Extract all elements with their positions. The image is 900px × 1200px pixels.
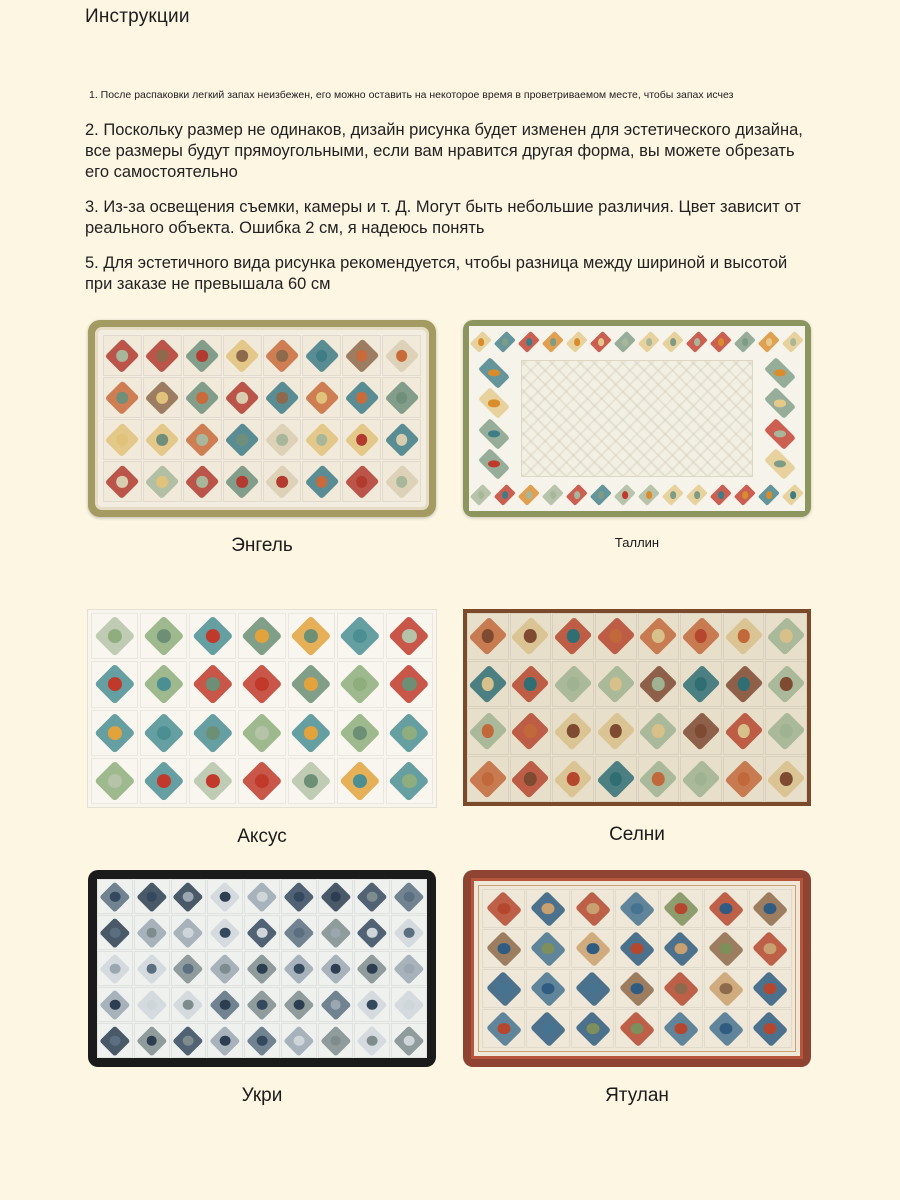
pattern-tile [749, 929, 792, 968]
pattern-tile [281, 987, 317, 1022]
pattern-tile [183, 461, 222, 502]
pattern-tile [171, 951, 207, 986]
pattern-tile [613, 326, 637, 358]
pattern-tile [354, 915, 390, 950]
pattern-tile [382, 377, 421, 418]
pattern-tile [723, 613, 765, 660]
pattern-tile [469, 449, 519, 479]
pattern-tile [103, 461, 142, 502]
pattern-tile [97, 987, 133, 1022]
pattern-tile [615, 1009, 658, 1048]
pattern-tile [723, 661, 765, 708]
product-card-tallin[interactable] [462, 320, 812, 557]
instruction-item-5: 5. Для эстетичного вида рисунка рекомендуется, чтобы разница между шириной и высотой при заказе не превышала 60 см [85, 254, 788, 293]
pattern-tile [263, 461, 302, 502]
pattern-tile [709, 479, 733, 511]
product-label-tallin: Таллин [614, 535, 660, 550]
pattern-tile [281, 951, 317, 986]
pattern-tile [97, 951, 133, 986]
pattern-tile [318, 1023, 354, 1058]
pattern-tile [337, 758, 384, 804]
pattern-tile [302, 419, 341, 460]
pattern-tile [288, 613, 335, 659]
pattern-tile [223, 377, 262, 418]
pattern-tile [660, 1009, 703, 1048]
pattern-tile [103, 419, 142, 460]
pattern-tile [680, 756, 722, 803]
pattern-tile [571, 929, 614, 968]
pattern-tile [140, 758, 187, 804]
pattern-tile [541, 326, 565, 358]
pattern-tile [467, 708, 509, 755]
pattern-tile [469, 358, 519, 388]
pattern-tile [391, 951, 427, 986]
pattern-tile [526, 929, 569, 968]
pattern-tile [589, 326, 613, 358]
pattern-tile [263, 419, 302, 460]
pattern-tile [615, 889, 658, 928]
pattern-tile [382, 419, 421, 460]
pattern-tile [391, 987, 427, 1022]
pattern-tile [143, 335, 182, 376]
pattern-tile [183, 419, 222, 460]
pattern-border-band [469, 326, 805, 358]
pattern-tile [493, 326, 517, 358]
pattern-tile [638, 613, 680, 660]
pattern-tile [704, 969, 747, 1008]
pattern-tile [661, 326, 685, 358]
pattern-tile [391, 915, 427, 950]
pattern-tile [97, 915, 133, 950]
product-row-1 [0, 320, 900, 557]
pattern-tile [482, 929, 525, 968]
instruction-item-1: 1. После распаковки легкий запах неизбежен, его можно оставить на некоторое время в проветриваемом месте, чтобы запах исчез [89, 89, 734, 101]
product-image-aksus [87, 609, 437, 808]
product-label-ukri: Укри [241, 1085, 283, 1106]
pattern-tile [685, 479, 709, 511]
pattern-tile [288, 661, 335, 707]
pattern-tile [757, 479, 781, 511]
pattern-tile [704, 929, 747, 968]
pattern-tile [382, 461, 421, 502]
product-card-engel[interactable] [87, 320, 437, 557]
pattern-tile [103, 377, 142, 418]
pattern-tile [541, 479, 565, 511]
pattern-border-band [469, 358, 519, 479]
pattern-tile [143, 419, 182, 460]
pattern-tile [749, 889, 792, 928]
pattern-tile [749, 969, 792, 1008]
pattern-tile [595, 708, 637, 755]
pattern-tile [595, 661, 637, 708]
product-label-yatulan: Ятулан [605, 1085, 669, 1106]
product-image-ukri [88, 870, 436, 1067]
pattern-tile [134, 951, 170, 986]
pattern-tile [238, 613, 285, 659]
pattern-tile [337, 661, 384, 707]
pattern-tile [755, 449, 805, 479]
pattern-tile [723, 708, 765, 755]
pattern-tile [517, 326, 541, 358]
pattern-tile [680, 708, 722, 755]
pattern-tile [171, 987, 207, 1022]
pattern-tile [143, 377, 182, 418]
pattern-tile [765, 613, 807, 660]
pattern-tile [704, 889, 747, 928]
pattern-tile [97, 1023, 133, 1058]
product-image-selni [463, 609, 811, 806]
pattern-tile [288, 710, 335, 756]
pattern-tile [685, 326, 709, 358]
pattern-tile [140, 661, 187, 707]
pattern-tile [244, 879, 280, 914]
pattern-tile [223, 461, 262, 502]
pattern-tile [342, 335, 381, 376]
pattern-tile [318, 915, 354, 950]
pattern-tile [765, 756, 807, 803]
pattern-tile [263, 335, 302, 376]
pattern-tile [382, 335, 421, 376]
pattern-tile [704, 1009, 747, 1048]
pattern-tile [386, 758, 433, 804]
pattern-tile [189, 710, 236, 756]
page-title: Инструкции [85, 6, 190, 27]
pattern-tile [207, 987, 243, 1022]
pattern-tile [723, 756, 765, 803]
pattern-tile [134, 987, 170, 1022]
pattern-tile [510, 756, 552, 803]
pattern-tile [386, 661, 433, 707]
pattern-tile [482, 889, 525, 928]
pattern-tile [552, 661, 594, 708]
product-card-yatulan[interactable] [462, 870, 812, 1107]
pattern-tile [244, 951, 280, 986]
pattern-tile [207, 915, 243, 950]
pattern-tile [238, 710, 285, 756]
pattern-tile [318, 987, 354, 1022]
pattern-tile [386, 613, 433, 659]
pattern-tile [733, 479, 757, 511]
product-card-aksus[interactable] [87, 609, 437, 848]
pattern-tile [183, 377, 222, 418]
pattern-tile [660, 889, 703, 928]
pattern-tile [571, 1009, 614, 1048]
pattern-tile [482, 969, 525, 1008]
pattern-tile [302, 377, 341, 418]
pattern-tile [467, 613, 509, 660]
pattern-tile [91, 661, 138, 707]
pattern-tile [526, 1009, 569, 1048]
pattern-tile [244, 1023, 280, 1058]
pattern-border-band [755, 358, 805, 479]
pattern-tile [391, 879, 427, 914]
pattern-tile [288, 758, 335, 804]
pattern-tile [223, 335, 262, 376]
pattern-tile [469, 326, 493, 358]
pattern-tile [207, 1023, 243, 1058]
pattern-tile [223, 419, 262, 460]
pattern-tile [281, 879, 317, 914]
instruction-item-3: 3. Из-за освещения съемки, камеры и т. Д. Могут быть небольшие различия. Цвет зависит от реального объекта. Ошибка 2 см, я надеюсь понять [85, 198, 801, 237]
pattern-tile [207, 951, 243, 986]
pattern-tile [595, 613, 637, 660]
pattern-tile [510, 661, 552, 708]
pattern-tile [781, 479, 805, 511]
pattern-tile [469, 388, 519, 418]
pattern-tile [171, 879, 207, 914]
pattern-tile [391, 1023, 427, 1058]
pattern-tile [589, 479, 613, 511]
pattern-tile [97, 879, 133, 914]
pattern-tile [526, 889, 569, 928]
pattern-tile [189, 613, 236, 659]
pattern-tile [189, 661, 236, 707]
pattern-tile [661, 479, 685, 511]
pattern-tile [552, 756, 594, 803]
pattern-tile [171, 915, 207, 950]
pattern-tile [354, 951, 390, 986]
pattern-tile [482, 1009, 525, 1048]
pattern-tile [510, 708, 552, 755]
pattern-tile [140, 710, 187, 756]
pattern-tile [637, 479, 661, 511]
pattern-tile [680, 661, 722, 708]
pattern-tile [354, 879, 390, 914]
pattern-tile [615, 969, 658, 1008]
product-card-selni[interactable] [462, 609, 812, 848]
pattern-tile [595, 756, 637, 803]
pattern-tile [318, 951, 354, 986]
product-image-engel [88, 320, 436, 517]
pattern-tile [238, 758, 285, 804]
product-row-2 [0, 609, 900, 848]
instruction-item-2: 2. Поскольку размер не одинаков, дизайн рисунка будет изменен для эстетического дизайна, все размеры будут прямоугольными, если вам нравится другая форма, вы можете обрезать его самостоятельно [85, 121, 803, 181]
pattern-tile [638, 708, 680, 755]
pattern-tile [302, 461, 341, 502]
product-label-engel: Энгель [231, 535, 293, 556]
pattern-tile [755, 358, 805, 388]
pattern-tile [302, 335, 341, 376]
pattern-tile [615, 929, 658, 968]
pattern-tile [342, 461, 381, 502]
product-image-tallin [463, 320, 811, 517]
pattern-tile [91, 758, 138, 804]
pattern-tile [134, 879, 170, 914]
pattern-tile [354, 987, 390, 1022]
product-image-yatulan [463, 870, 811, 1067]
pattern-tile [765, 708, 807, 755]
pattern-tile [755, 419, 805, 449]
pattern-tile [660, 969, 703, 1008]
pattern-tile [140, 613, 187, 659]
pattern-tile [281, 1023, 317, 1058]
pattern-tile [318, 879, 354, 914]
pattern-tile [552, 708, 594, 755]
pattern-tile [134, 915, 170, 950]
pattern-tile [565, 326, 589, 358]
pattern-tile [143, 461, 182, 502]
pattern-tile [467, 661, 509, 708]
pattern-tile [510, 613, 552, 660]
pattern-tile [91, 613, 138, 659]
pattern-tile [91, 710, 138, 756]
pattern-tile [342, 419, 381, 460]
product-label-selni: Селни [609, 824, 665, 845]
pattern-tile [469, 479, 493, 511]
pattern-tile [469, 419, 519, 449]
product-card-ukri[interactable] [87, 870, 437, 1107]
pattern-tile [765, 661, 807, 708]
pattern-border-band [469, 479, 805, 511]
pattern-tile [571, 969, 614, 1008]
pattern-tile [733, 326, 757, 358]
pattern-tile [263, 377, 302, 418]
pattern-tile [244, 915, 280, 950]
pattern-tile [755, 388, 805, 418]
pattern-tile [342, 377, 381, 418]
pattern-tile [183, 335, 222, 376]
pattern-tile [638, 756, 680, 803]
pattern-tile [660, 929, 703, 968]
pattern-tile [337, 710, 384, 756]
pattern-tile [386, 710, 433, 756]
pattern-tile [244, 987, 280, 1022]
pattern-tile [613, 479, 637, 511]
instructions-block [85, 88, 815, 309]
pattern-tile [709, 326, 733, 358]
pattern-tile [493, 479, 517, 511]
pattern-tile [207, 879, 243, 914]
pattern-tile [134, 1023, 170, 1058]
pattern-tile [103, 335, 142, 376]
pattern-tile [680, 613, 722, 660]
pattern-tile [238, 661, 285, 707]
pattern-tile [757, 326, 781, 358]
product-label-aksus: Аксус [237, 826, 287, 847]
pattern-tile [749, 1009, 792, 1048]
pattern-tile [637, 326, 661, 358]
pattern-tile [565, 479, 589, 511]
pattern-tile [517, 479, 541, 511]
pattern-tile [552, 613, 594, 660]
pattern-tile [337, 613, 384, 659]
pattern-tile [281, 915, 317, 950]
pattern-tile [781, 326, 805, 358]
pattern-tile [467, 756, 509, 803]
pattern-tile [189, 758, 236, 804]
product-row-3 [0, 870, 900, 1107]
pattern-tile [638, 661, 680, 708]
product-grid [0, 320, 900, 1107]
pattern-tile [526, 969, 569, 1008]
pattern-tile [571, 889, 614, 928]
pattern-tile [171, 1023, 207, 1058]
pattern-tile [354, 1023, 390, 1058]
